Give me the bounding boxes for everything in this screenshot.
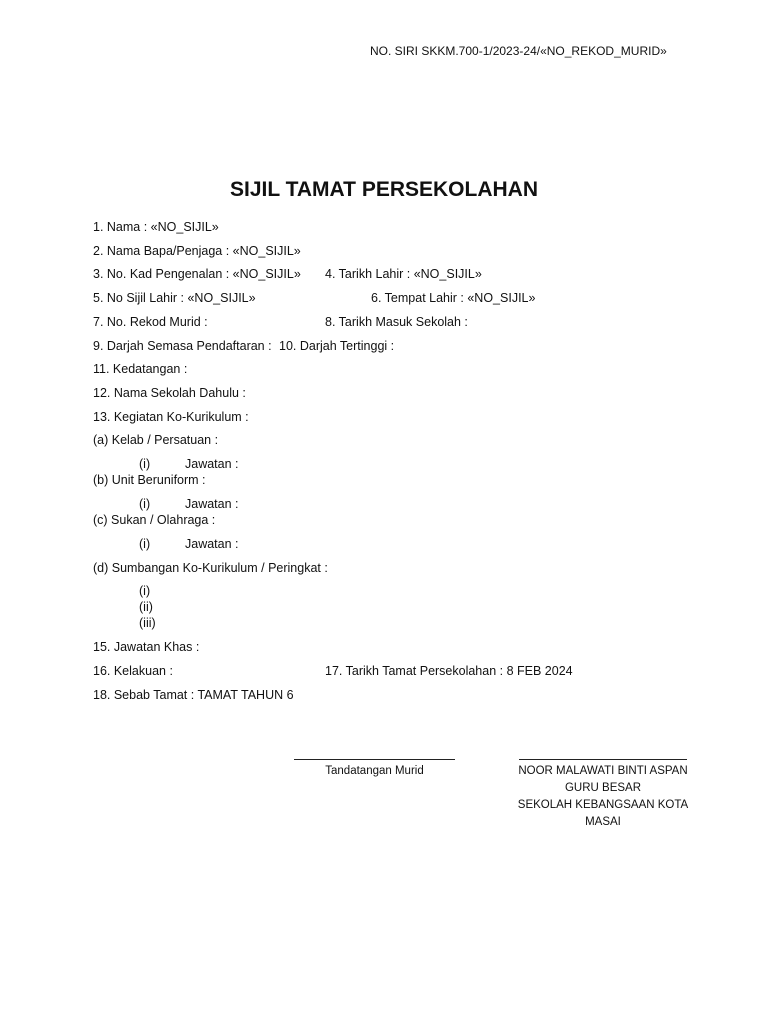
school-name-line1: SEKOLAH KEBANGSAAN KOTA xyxy=(517,799,689,811)
field-tarikh-masuk: 8. Tarikh Masuk Sekolah : xyxy=(325,315,468,329)
field-kad-pengenalan: 3. No. Kad Pengenalan : «NO_SIJIL» xyxy=(93,267,301,281)
field-nama: 1. Nama : «NO_SIJIL» xyxy=(93,220,219,234)
field-sukan-jawatan: Jawatan : xyxy=(185,537,239,551)
field-darjah-pendaftaran: 9. Darjah Semasa Pendaftaran : xyxy=(93,339,272,353)
field-beruniform-jawatan: Jawatan : xyxy=(185,497,239,511)
field-kelab: (a) Kelab / Persatuan : xyxy=(93,433,219,447)
headmaster-signature-line xyxy=(519,759,687,760)
field-sukan: (c) Sukan / Olahraga : xyxy=(93,513,216,527)
page-title: SIJIL TAMAT PERSEKOLAHAN xyxy=(229,178,539,201)
field-kelakuan: 16. Kelakuan : xyxy=(93,664,173,678)
field-kelab-item-i: (i) xyxy=(139,457,151,471)
field-sumbangan-item-ii: (ii) xyxy=(139,600,153,614)
field-sebab-tamat: 18. Sebab Tamat : TAMAT TAHUN 6 xyxy=(93,688,294,702)
field-jawatan-khas: 15. Jawatan Khas : xyxy=(93,640,200,654)
field-tarikh-lahir: 4. Tarikh Lahir : «NO_SIJIL» xyxy=(325,267,482,281)
field-kelab-jawatan: Jawatan : xyxy=(185,457,239,471)
field-kedatangan: 11. Kedatangan : xyxy=(93,362,188,376)
field-sumbangan: (d) Sumbangan Ko-Kurikulum / Peringkat : xyxy=(93,561,328,575)
field-kokurikulum: 13. Kegiatan Ko-Kurikulum : xyxy=(93,410,249,424)
headmaster-title: GURU BESAR xyxy=(564,782,642,794)
field-rekod-murid: 7. No. Rekod Murid : xyxy=(93,315,208,329)
field-sukan-item-i: (i) xyxy=(139,537,151,551)
school-name-line2: MASAI xyxy=(585,816,621,828)
field-sekolah-dahulu: 12. Nama Sekolah Dahulu : xyxy=(93,386,246,400)
field-nama-bapa: 2. Nama Bapa/Penjaga : «NO_SIJIL» xyxy=(93,244,301,258)
field-sumbangan-item-iii: (iii) xyxy=(139,616,156,630)
serial-number: NO. SIRI SKKM.700-1/2023-24/«NO_REKOD_MURID» xyxy=(370,44,667,58)
field-darjah-tertinggi: 10. Darjah Tertinggi : xyxy=(279,339,395,353)
field-tarikh-tamat: 17. Tarikh Tamat Persekolahan : 8 FEB 2024 xyxy=(325,664,573,678)
student-signature-label: Tandatangan Murid xyxy=(325,765,424,777)
student-signature-line xyxy=(294,759,455,760)
field-beruniform-item-i: (i) xyxy=(139,497,151,511)
headmaster-name: NOOR MALAWATI BINTI ASPAN xyxy=(518,765,688,777)
field-sumbangan-item-i: (i) xyxy=(139,584,151,598)
field-sijil-lahir: 5. No Sijil Lahir : «NO_SIJIL» xyxy=(93,291,256,305)
field-beruniform: (b) Unit Beruniform : xyxy=(93,473,206,487)
field-tempat-lahir: 6. Tempat Lahir : «NO_SIJIL» xyxy=(371,291,536,305)
